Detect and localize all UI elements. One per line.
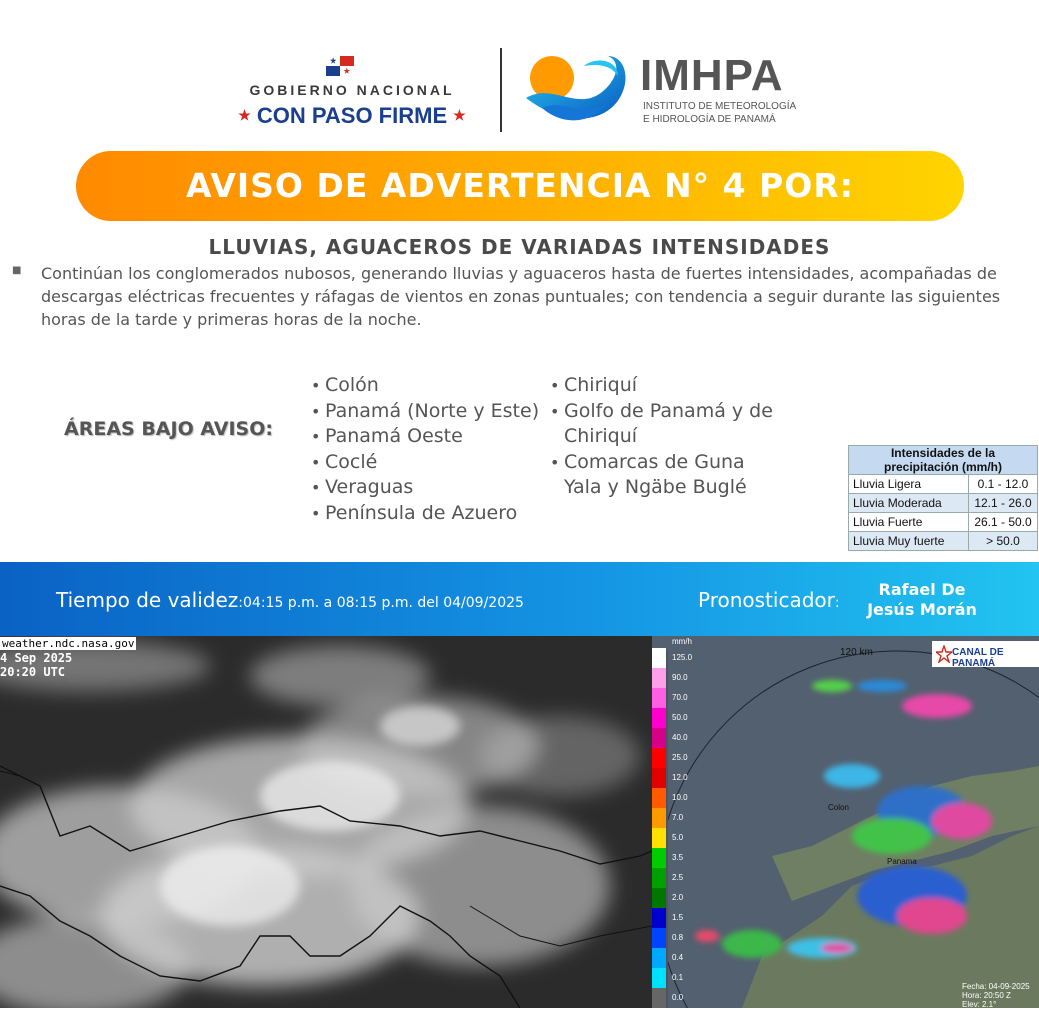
legend-swatch	[652, 868, 666, 888]
legend-swatch	[652, 748, 666, 768]
intensity-value: 0.1 - 12.0	[969, 475, 1038, 494]
radar-info	[962, 982, 1030, 1009]
org-subtitle-line2: E HIDROLOGÍA DE PANAMÁ	[643, 114, 776, 125]
table-row	[849, 532, 1038, 551]
radar-image	[652, 636, 1039, 1008]
radar-elevation: Elev: 2.1°	[962, 1000, 997, 1009]
legend-swatch	[652, 948, 666, 968]
star-icon: ★	[453, 107, 466, 123]
satellite-source: weather.ndc.nasa.gov	[2, 637, 135, 650]
legend-swatch	[652, 968, 666, 988]
satellite-image	[0, 636, 652, 1008]
area-item: • Península de Azuero	[311, 501, 541, 527]
forecaster-label: Pronosticador	[698, 588, 835, 612]
legend-label: 0.1	[672, 973, 684, 982]
warning-description: Continúan los conglomerados nubosos, generando lluvias y aguaceros hasta de fuertes intensidades, acompañadas de descargas eléctricas frecuentes y ráfagas de vientos en zonas puntuales; con tendencia a seguir durante las siguientes horas de la tarde y primeras horas de la noche.	[41, 264, 1001, 329]
satellite-time: 20:20 UTC	[0, 665, 66, 679]
radar-legend-unit: mm/h	[672, 637, 692, 646]
legend-swatch	[652, 848, 666, 868]
canal-brand: CANAL DE PANAMÁ	[952, 647, 1004, 669]
legend-swatch	[652, 768, 666, 788]
satellite-date: 4 Sep 2025	[0, 651, 73, 665]
validity-label: Tiempo de validez	[56, 588, 239, 612]
areas-list-col1	[311, 373, 541, 527]
intensity-value: 26.1 - 50.0	[969, 513, 1038, 532]
org-subtitle	[643, 100, 796, 126]
area-item: • Comarcas de Guna Yala y Ngäbe Buglé	[550, 450, 780, 501]
legend-label: 7.0	[672, 813, 684, 822]
gov-slogan-text: CON PASO FIRME	[256, 103, 448, 128]
legend-swatch	[652, 648, 666, 668]
forecaster-name-line2: Jesús Morán	[867, 600, 977, 619]
radar-legend	[652, 648, 702, 1008]
intensity-label: Lluvia Moderada	[849, 494, 969, 513]
intensity-label: Lluvia Muy fuerte	[849, 532, 969, 551]
area-item: • Colón	[311, 373, 541, 399]
area-item: • Panamá Oeste	[311, 424, 541, 450]
satellite-stamp	[0, 636, 136, 679]
areas-list-col2	[550, 373, 780, 501]
legend-swatch	[652, 788, 666, 808]
intensity-value: > 50.0	[969, 532, 1038, 551]
table-row	[849, 475, 1038, 494]
table-row	[849, 513, 1038, 532]
validity-colon: :	[238, 595, 244, 611]
legend-label: 50.0	[672, 713, 688, 722]
legend-label: 1.5	[672, 913, 684, 922]
imhpa-logo-icon	[522, 52, 630, 128]
radar-time: Hora: 20:50 Z	[962, 991, 1011, 1000]
org-subtitle-line1: INSTITUTO DE METEOROLOGÍA	[643, 101, 797, 112]
legend-label: 25.0	[672, 753, 688, 762]
radar-date: Fecha: 04-09-2025	[962, 982, 1030, 991]
gov-slogan	[222, 103, 482, 129]
intensity-label: Lluvia Ligera	[849, 475, 969, 494]
legend-swatch	[652, 668, 666, 688]
legend-label: 2.5	[672, 873, 684, 882]
areas-label: ÁREAS BAJO AVISO:	[64, 418, 273, 440]
validity-value: 04:15 p.m. a 08:15 p.m. del 04/09/2025	[243, 595, 524, 611]
legend-swatch	[652, 808, 666, 828]
legend-label: 70.0	[672, 693, 688, 702]
star-icon: ★	[238, 107, 251, 123]
city-label-panama: Panama	[887, 857, 917, 866]
legend-label: 2.0	[672, 893, 684, 902]
legend-swatch	[652, 928, 666, 948]
legend-label: 3.5	[672, 853, 684, 862]
forecaster-name	[852, 580, 992, 620]
warning-subtitle: LLUVIAS, AGUACEROS DE VARIADAS INTENSIDADES	[208, 235, 831, 259]
legend-label: 0.4	[672, 953, 684, 962]
bullet-icon: ■	[12, 265, 22, 276]
legend-swatch	[652, 708, 666, 728]
validity-info	[56, 588, 524, 612]
intensity-label: Lluvia Fuerte	[849, 513, 969, 532]
legend-label: 12.0	[672, 773, 688, 782]
forecaster-colon: :	[834, 595, 840, 611]
legend-swatch	[652, 828, 666, 848]
org-name: IMHPA	[640, 51, 784, 100]
forecaster-name-line1: Rafael De	[878, 580, 966, 599]
legend-label: 0.8	[672, 933, 684, 942]
legend-label: 40.0	[672, 733, 688, 742]
canal-star-icon	[936, 645, 952, 663]
area-item: • Coclé	[311, 450, 541, 476]
legend-label: 125.0	[672, 653, 693, 662]
legend-label: 90.0	[672, 673, 688, 682]
forecaster-info	[698, 588, 840, 612]
city-label-colon: Colon	[828, 803, 849, 812]
area-item: • Panamá (Norte y Este)	[311, 399, 541, 425]
legend-label: 0.0	[672, 993, 684, 1002]
intensity-value: 12.1 - 26.0	[969, 494, 1038, 513]
area-item: • Golfo de Panamá y de Chiriquí	[550, 399, 780, 450]
table-row	[849, 494, 1038, 513]
radar-range-label: 120 km	[840, 647, 873, 658]
legend-swatch	[652, 728, 666, 748]
legend-swatch	[652, 888, 666, 908]
header-divider	[500, 48, 502, 132]
gov-title: GOBIERNO NACIONAL	[249, 82, 455, 98]
legend-label: 5.0	[672, 833, 684, 842]
legend-swatch	[652, 988, 666, 1008]
area-item: • Chiriquí	[550, 373, 780, 399]
panama-flag-icon	[326, 56, 354, 76]
warning-title: AVISO DE ADVERTENCIA N° 4 POR:	[186, 166, 854, 205]
area-item: • Veraguas	[311, 475, 541, 501]
legend-swatch	[652, 688, 666, 708]
legend-label: 10.0	[672, 793, 688, 802]
legend-swatch	[652, 908, 666, 928]
intensity-table-header: Intensidades de la precipitación (mm/h)	[849, 446, 1038, 475]
intensity-table	[848, 445, 1038, 551]
